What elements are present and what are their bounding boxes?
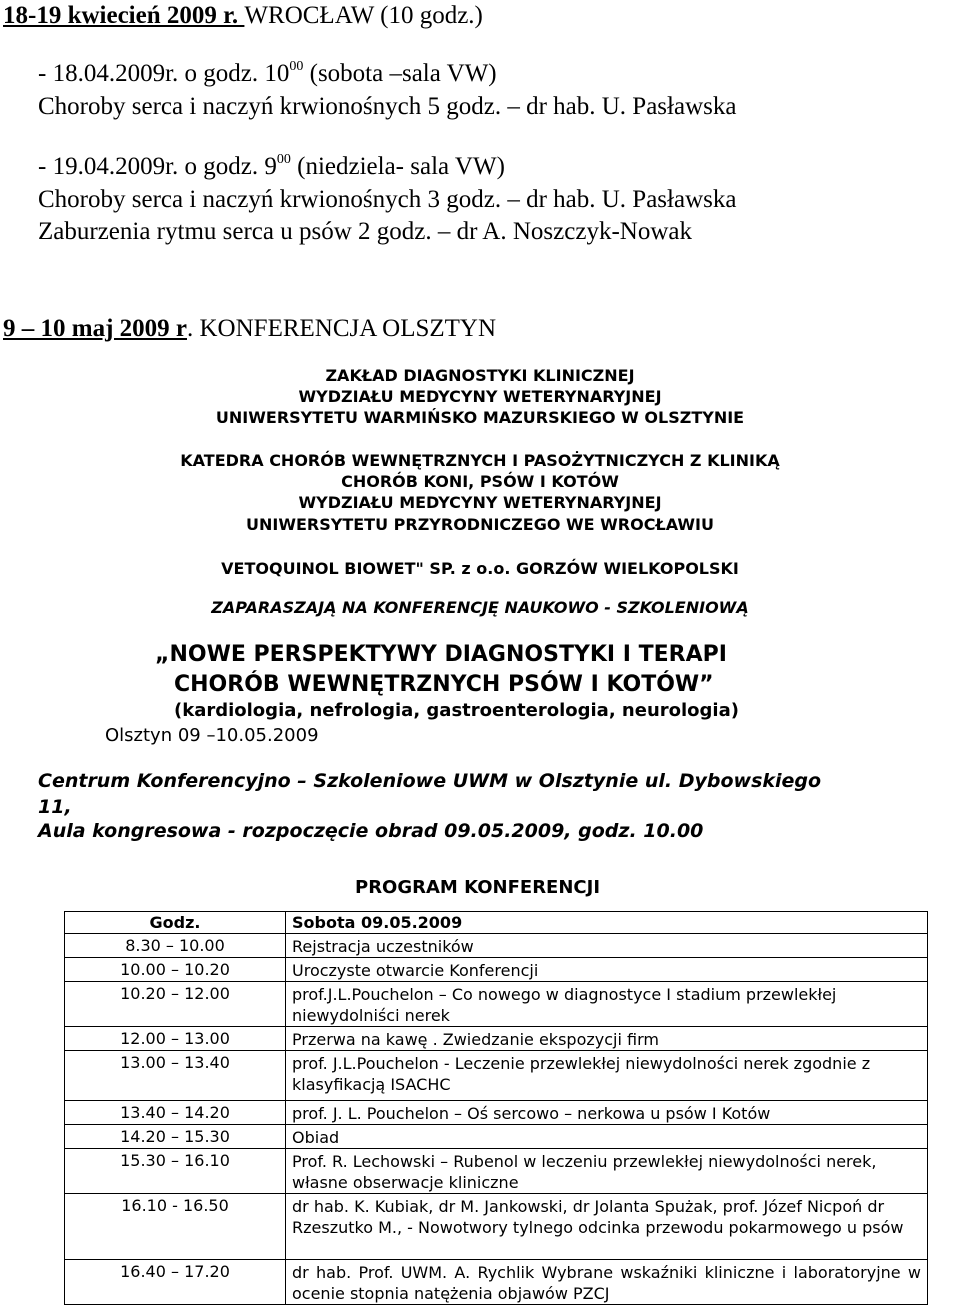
program-time: 12.00 – 13.00: [65, 1027, 286, 1051]
program-desc: Prof. R. Lechowski – Rubenol w leczeniu przewlekłej niewydolności nerek, własne obserwacje kliniczne: [286, 1149, 928, 1194]
program-row: [65, 1194, 928, 1260]
invite-line: ZAPARASZAJĄ NA KONFERENCJĘ NAUKOWO - SZKOLENIOWĄ: [211, 598, 749, 617]
program-desc: prof.J.L.Pouchelon – Co nowego w diagnostyce I stadium przewlekłej niewydolniści nerek: [286, 982, 928, 1027]
header-line: [3, 3, 483, 28]
program-time: 15.30 – 16.10: [65, 1149, 286, 1194]
program-time: 16.10 - 16.50: [65, 1194, 286, 1260]
program-time: 13.00 – 13.40: [65, 1051, 286, 1101]
program-time: 13.40 – 14.20: [65, 1101, 286, 1125]
session-2-sup: 00: [276, 152, 291, 167]
program-time: 10.00 – 10.20: [65, 958, 286, 982]
header-city: WROCŁAW (10 godz.): [244, 2, 483, 29]
place-date: Olsztyn 09 –10.05.2009: [105, 725, 319, 746]
venue-start: - rozpoczęcie obrad 09.05.2009, godz. 10.00: [221, 820, 704, 842]
program-desc: Rejstracja uczestników: [286, 934, 928, 958]
session-1-prefix: - 18.04.2009r. o godz. 10: [38, 60, 290, 87]
program-title: PROGRAM KONFERENCJI: [355, 877, 601, 898]
venue-line-3: [38, 820, 703, 842]
program-row: [65, 1101, 928, 1125]
program-time: 16.40 – 17.20: [65, 1260, 286, 1305]
header-date-range: 18-19 kwiecień 2009 r.: [3, 2, 245, 29]
program-row: [65, 1027, 928, 1051]
org2-line-2: CHORÓB KONI, PSÓW I KOTÓW: [341, 472, 619, 491]
session-1-title: [38, 61, 497, 86]
theme-subtitle: (kardiologia, nefrologia, gastroenterologia, neurologia): [174, 700, 739, 721]
conference-heading: [3, 316, 496, 341]
program-col-time: Godz.: [65, 912, 286, 934]
sponsor: VETOQUINOL BIOWET" SP. z o.o. GORZÓW WIELKOPOLSKI: [221, 559, 739, 578]
org1-line-1: ZAKŁAD DIAGNOSTYKI KLINICZNEJ: [325, 366, 635, 385]
session-2-prefix: - 19.04.2009r. o godz. 9: [38, 153, 277, 180]
conference-title: . KONFERENCJA OLSZTYN: [187, 315, 497, 342]
program-desc: dr hab. Prof. UWM. A. Rychlik Wybrane wskaźniki kliniczne i laboratoryjne w ocenie stopnia natężenia objawów PZCJ: [286, 1260, 928, 1305]
org1-line-2: WYDZIAŁU MEDYCYNY WETERYNARYJNEJ: [298, 387, 662, 406]
session-2-title: [38, 154, 505, 179]
program-time: 14.20 – 15.30: [65, 1125, 286, 1149]
program-row: [65, 1260, 928, 1305]
org1-line-3: UNIWERSYTETU WARMIŃSKO MAZURSKIEGO W OLSZTYNIE: [215, 408, 745, 427]
program-col-desc: Sobota 09.05.2009: [286, 912, 928, 934]
program-time: 8.30 – 10.00: [65, 934, 286, 958]
org2-line-3: WYDZIAŁU MEDYCYNY WETERYNARYJNEJ: [298, 493, 662, 512]
program-row: [65, 934, 928, 958]
program-row: [65, 1125, 928, 1149]
program-row: [65, 1149, 928, 1194]
program-desc: dr hab. K. Kubiak, dr M. Jankowski, dr Jolanta Spużak, prof. Józef Nicpoń dr Rzeszutko M., - Nowotwory tylnego odcinka przewodu pokarmowego u psów: [286, 1194, 928, 1260]
program-desc: prof. J. L. Pouchelon – Oś sercowo – nerkowa u psów I Kotów: [286, 1101, 928, 1125]
program-time: 10.20 – 12.00: [65, 982, 286, 1027]
session-1-suffix: (sobota –sala VW): [303, 60, 497, 87]
org2-line-1: KATEDRA CHORÓB WEWNĘTRZNYCH I PASOŻYTNICZYCH Z KLINIKĄ: [180, 451, 780, 470]
theme-line-1: „NOWE PERSPEKTYWY DIAGNOSTYKI I TERAPI: [155, 642, 727, 667]
venue-line-1: Centrum Konferencyjno – Szkoleniowe UWM w Olsztynie ul. Dybowskiego: [38, 770, 822, 792]
session-1-line-1: Choroby serca i naczyń krwionośnych 5 godz. – dr hab. U. Pasławska: [38, 93, 737, 120]
program-table: [64, 911, 928, 1305]
venue-aula: Aula kongresowa: [38, 820, 222, 842]
conference-date: 9 – 10 maj 2009 r: [3, 315, 187, 342]
program-desc: Uroczyste otwarcie Konferencji: [286, 958, 928, 982]
program-row: [65, 982, 928, 1027]
program-desc: Przerwa na kawę . Zwiedzanie ekspozycji firm: [286, 1027, 928, 1051]
theme-line-2: CHORÓB WEWNĘTRZNYCH PSÓW I KOTÓW”: [174, 672, 714, 697]
session-2-line-2: Zaburzenia rytmu serca u psów 2 godz. – dr A. Noszczyk-Nowak: [38, 218, 692, 245]
program-desc: Obiad: [286, 1125, 928, 1149]
session-2-line-1: Choroby serca i naczyń krwionośnych 3 godz. – dr hab. U. Pasławska: [38, 186, 737, 213]
program-desc: prof. J.L.Pouchelon - Leczenie przewlekłej niewydolności nerek zgodnie z klasyfikacją ISACHC: [286, 1051, 928, 1101]
program-header-row: [65, 912, 928, 934]
program-row: [65, 958, 928, 982]
org2-line-4: UNIWERSYTETU PRZYRODNICZEGO WE WROCŁAWIU: [245, 515, 714, 534]
program-row: [65, 1051, 928, 1101]
venue-line-2: 11,: [38, 796, 72, 818]
session-2-suffix: (niedziela- sala VW): [290, 153, 505, 180]
session-1-sup: 00: [289, 59, 304, 74]
